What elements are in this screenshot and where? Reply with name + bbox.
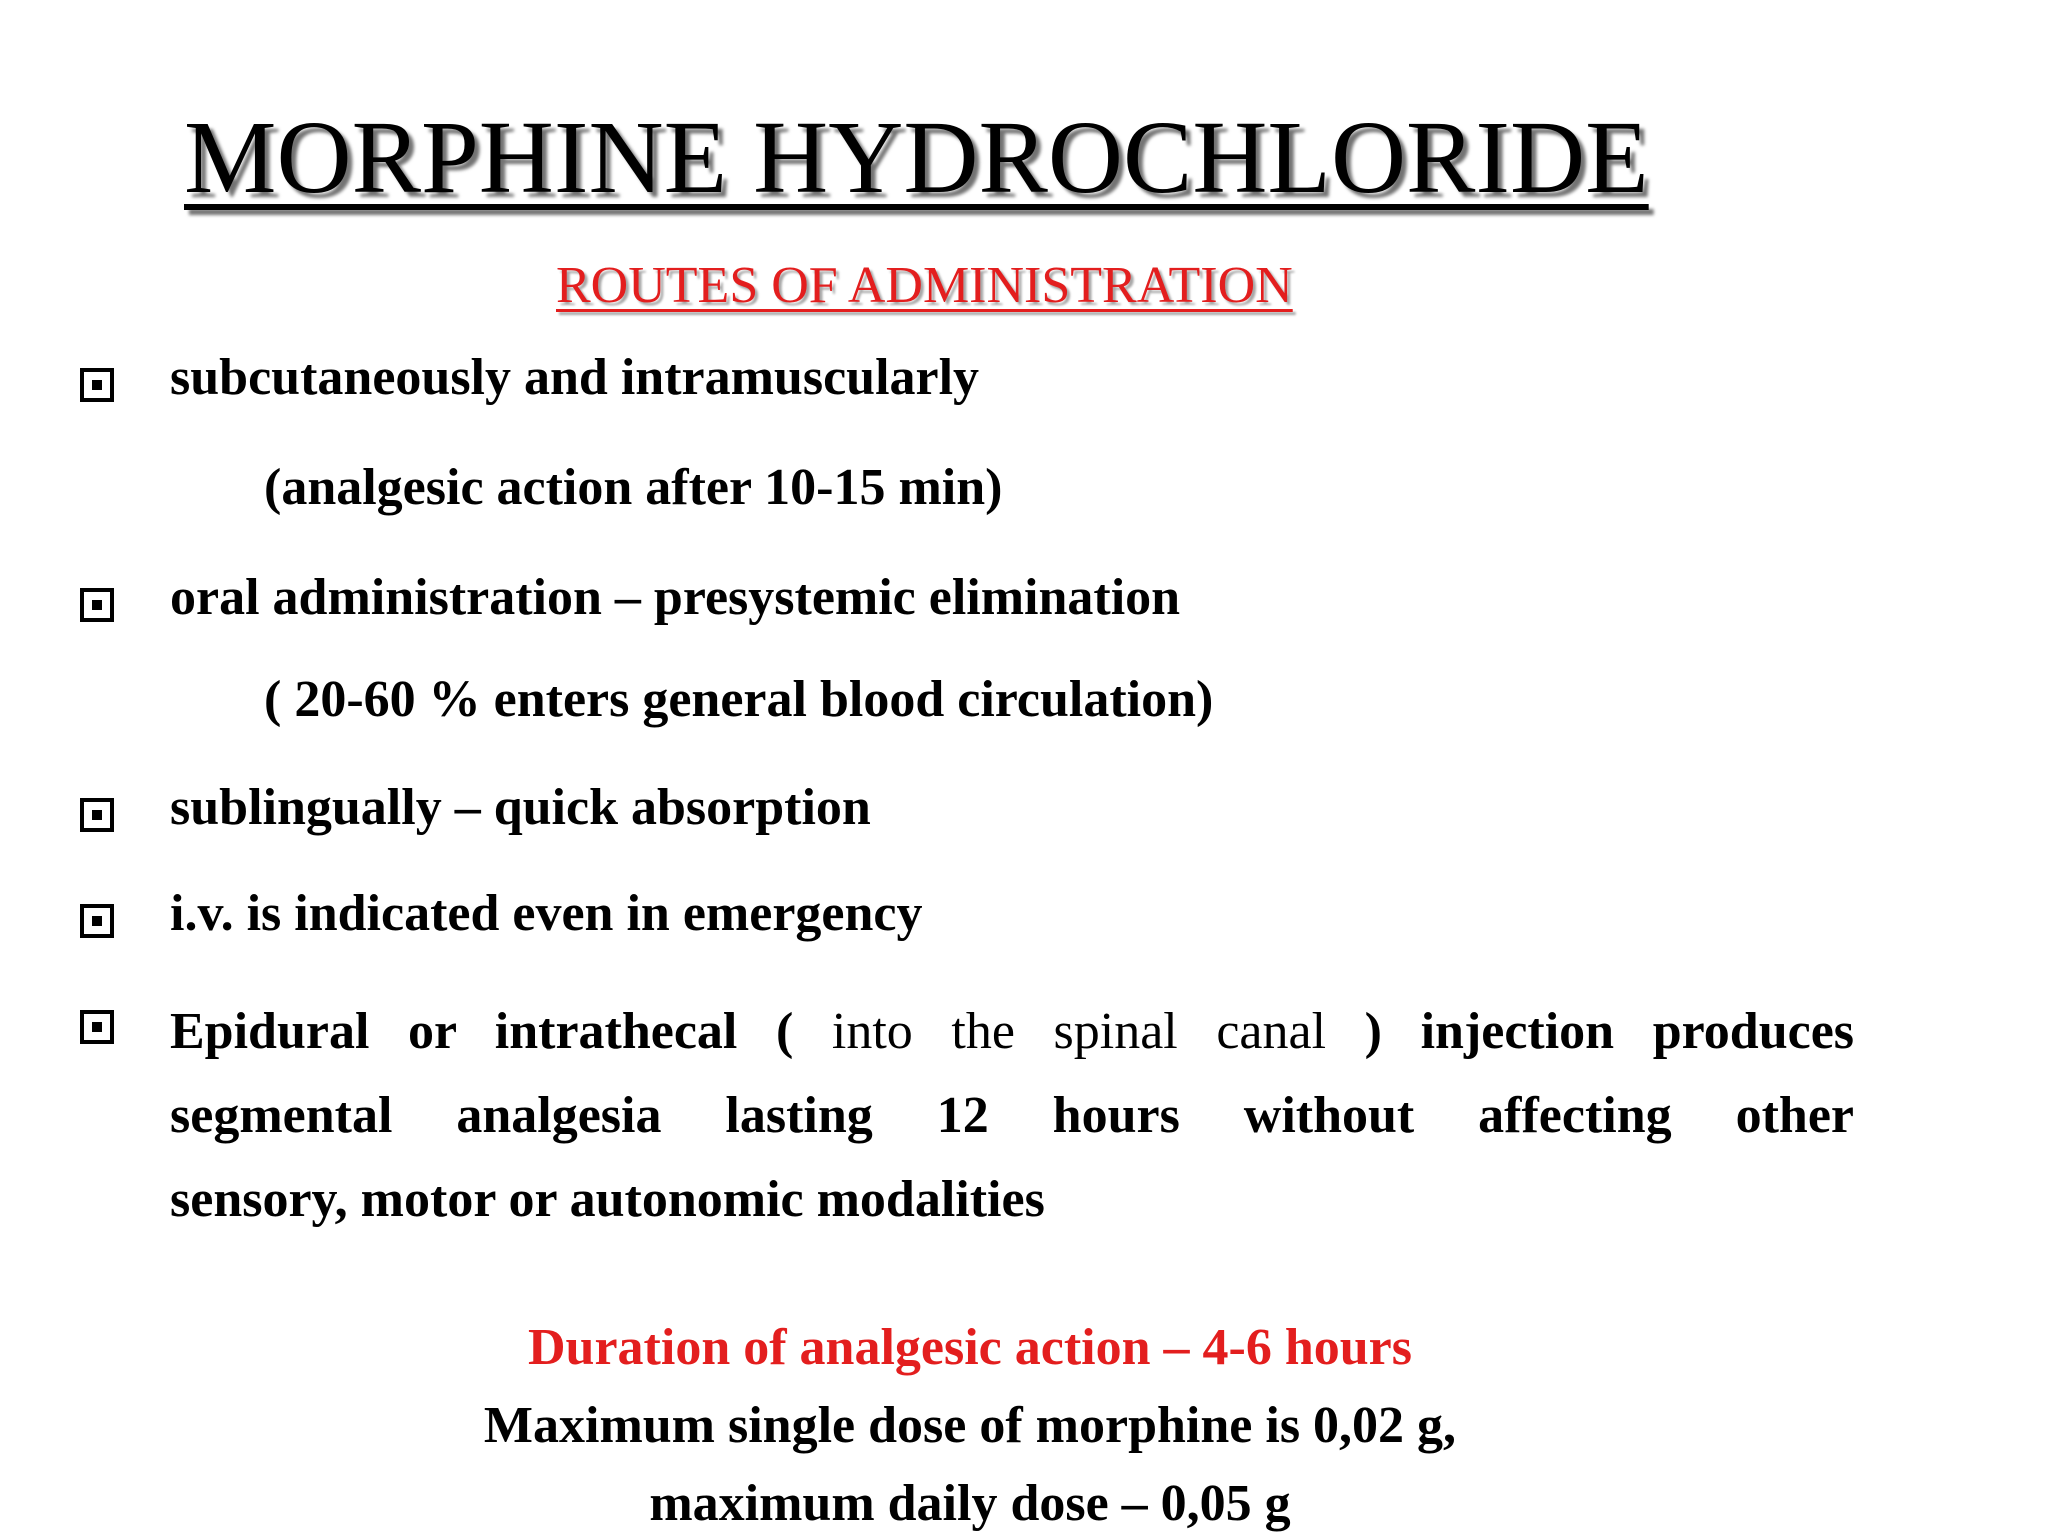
max-single-dose-text: Maximum single dose of morphine is 0,02 g, <box>483 1397 1457 1454</box>
boxed-square-bullet-icon <box>80 904 114 938</box>
bullet-text: i.v. is indicated even in emergency <box>170 885 923 942</box>
epidural-text-normal: into the spinal canal <box>831 1003 1365 1060</box>
epidural-paragraph <box>170 990 1854 1242</box>
max-daily-dose-text: maximum daily dose – 0,05 g <box>649 1475 1291 1532</box>
epidural-line-1 <box>170 990 1854 1074</box>
boxed-square-bullet-icon <box>80 368 114 402</box>
bullet-subtext: ( 20-60 % enters general blood circulation) <box>264 671 1214 728</box>
bullet-text: subcutaneously and intramuscularly <box>170 349 980 406</box>
epidural-line-3: sensory, motor or autonomic modalities <box>170 1171 1045 1228</box>
epidural-line-2: segmental analgesia lasting 12 hours without affecting other <box>170 1087 1854 1144</box>
duration-text: Duration of analgesic action – 4-6 hours <box>528 1319 1412 1376</box>
bullet-text: oral administration – presystemic elimination <box>170 569 1181 626</box>
slide-title: MORPHINE HYDROCHLORIDE <box>184 100 1649 215</box>
bullet-subtext: (analgesic action after 10-15 min) <box>264 459 1003 516</box>
boxed-square-bullet-icon <box>80 1010 114 1044</box>
boxed-square-bullet-icon <box>80 798 114 832</box>
boxed-square-bullet-icon <box>80 588 114 622</box>
epidural-text-bold-2: ) injection produces <box>1364 1003 1855 1060</box>
bullet-text: sublingually – quick absorption <box>170 779 871 836</box>
epidural-text-bold-1: Epidural or intrathecal ( <box>170 1003 832 1060</box>
slide-subtitle: ROUTES OF ADMINISTRATION <box>556 257 1293 314</box>
